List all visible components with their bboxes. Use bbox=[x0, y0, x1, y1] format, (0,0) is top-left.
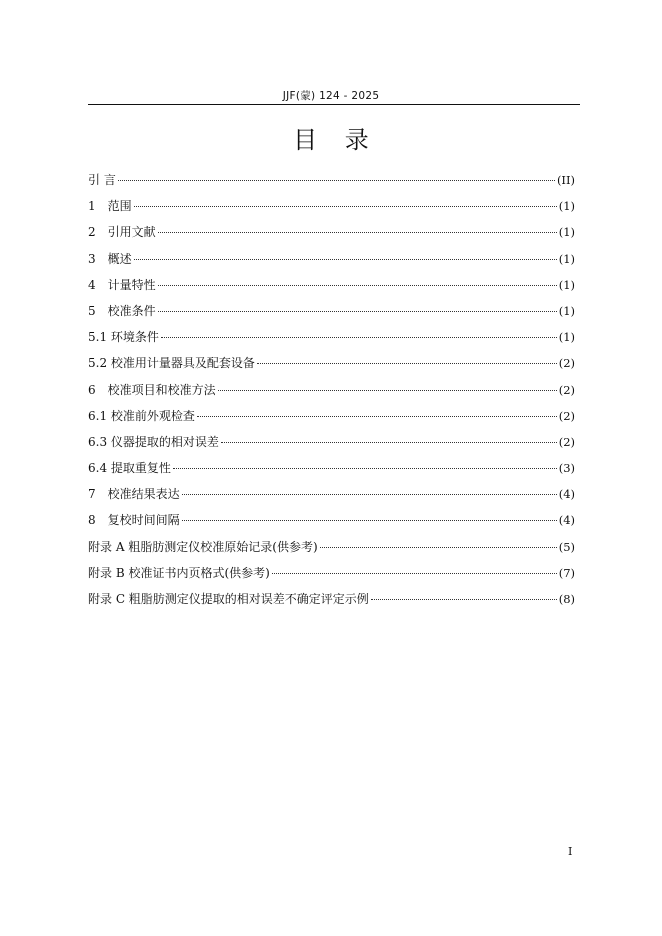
toc-entry-page: (7) bbox=[558, 565, 575, 580]
toc-leader-dots bbox=[134, 206, 557, 207]
toc-leader-dots bbox=[118, 180, 555, 181]
toc-leader-dots bbox=[158, 232, 557, 233]
toc-entry-label: 引 言 bbox=[88, 173, 116, 187]
toc-entry-label: 3 概述 bbox=[88, 251, 132, 266]
toc-entry[interactable] bbox=[88, 171, 575, 197]
toc-leader-dots bbox=[197, 416, 557, 417]
toc-entry-page: (3) bbox=[558, 461, 575, 476]
toc-entry-page: (1) bbox=[558, 277, 575, 292]
toc-entry-label: 1 范围 bbox=[88, 199, 132, 214]
toc-entry[interactable] bbox=[88, 250, 575, 276]
toc-leader-dots bbox=[272, 573, 557, 574]
toc-entry[interactable] bbox=[88, 459, 575, 485]
toc-entry-label: 附录 C 粗脂肪测定仪提取的相对误差不确定评定示例 bbox=[88, 592, 369, 606]
table-of-contents bbox=[88, 171, 575, 616]
toc-entry[interactable] bbox=[88, 485, 575, 511]
toc-entry[interactable] bbox=[88, 407, 575, 433]
toc-leader-dots bbox=[134, 259, 557, 260]
toc-leader-dots bbox=[161, 337, 557, 338]
toc-entry[interactable] bbox=[88, 590, 575, 616]
toc-leader-dots bbox=[182, 494, 557, 495]
toc-entry-page: (II) bbox=[556, 173, 575, 187]
toc-entry-label: 6.1 校准前外观检查 bbox=[88, 408, 195, 423]
toc-entry-label: 附录 B 校准证书内页格式(供参考) bbox=[88, 565, 270, 580]
toc-entry-label: 5 校准条件 bbox=[88, 303, 156, 318]
toc-entry[interactable] bbox=[88, 381, 575, 407]
toc-entry[interactable] bbox=[88, 564, 575, 590]
toc-entry-page: (8) bbox=[558, 592, 575, 606]
toc-entry-label: 6 校准项目和校准方法 bbox=[88, 382, 216, 397]
toc-entry-page: (1) bbox=[558, 251, 575, 266]
toc-entry-page: (2) bbox=[558, 356, 575, 371]
toc-entry-label: 6.3 仪器提取的相对误差 bbox=[88, 434, 219, 449]
toc-entry[interactable] bbox=[88, 354, 575, 380]
toc-leader-dots bbox=[221, 442, 557, 443]
toc-entry-label: 8 复校时间间隔 bbox=[88, 513, 180, 528]
toc-entry-label: 2 引用文献 bbox=[88, 225, 156, 240]
toc-entry-label: 附录 A 粗脂肪测定仪校准原始记录(供参考) bbox=[88, 539, 318, 554]
toc-entry-label: 6.4 提取重复性 bbox=[88, 461, 171, 476]
toc-entry-page: (1) bbox=[558, 303, 575, 318]
page-number: I bbox=[568, 845, 573, 858]
toc-leader-dots bbox=[320, 547, 557, 548]
toc-entry[interactable] bbox=[88, 276, 575, 302]
toc-entry-page: (1) bbox=[558, 225, 575, 240]
toc-leader-dots bbox=[173, 468, 557, 469]
toc-entry-label: 4 计量特性 bbox=[88, 277, 156, 292]
toc-entry-page: (5) bbox=[558, 539, 575, 554]
toc-leader-dots bbox=[371, 599, 557, 600]
toc-entry[interactable] bbox=[88, 223, 575, 249]
page-title: 目 录 bbox=[293, 126, 379, 154]
toc-leader-dots bbox=[218, 390, 557, 391]
toc-entry[interactable] bbox=[88, 197, 575, 223]
toc-leader-dots bbox=[158, 285, 557, 286]
toc-entry-page: (2) bbox=[558, 382, 575, 397]
toc-entry[interactable] bbox=[88, 302, 575, 328]
toc-entry[interactable] bbox=[88, 538, 575, 564]
toc-entry-page: (2) bbox=[558, 408, 575, 423]
toc-leader-dots bbox=[158, 311, 557, 312]
toc-entry[interactable] bbox=[88, 433, 575, 459]
toc-entry-page: (4) bbox=[558, 487, 575, 502]
toc-entry[interactable] bbox=[88, 328, 575, 354]
toc-entry[interactable] bbox=[88, 511, 575, 537]
toc-entry-page: (1) bbox=[558, 330, 575, 345]
header-rule bbox=[88, 104, 580, 105]
document-code: JJF(蒙) 124 - 2025 bbox=[282, 90, 380, 102]
toc-entry-page: (4) bbox=[558, 513, 575, 528]
toc-entry-label: 5.1 环境条件 bbox=[88, 330, 159, 345]
toc-entry-label: 5.2 校准用计量器具及配套设备 bbox=[88, 356, 255, 371]
toc-leader-dots bbox=[257, 363, 557, 364]
toc-entry-label: 7 校准结果表达 bbox=[88, 487, 180, 502]
toc-leader-dots bbox=[182, 520, 557, 521]
toc-entry-page: (2) bbox=[558, 434, 575, 449]
toc-entry-page: (1) bbox=[558, 199, 575, 214]
